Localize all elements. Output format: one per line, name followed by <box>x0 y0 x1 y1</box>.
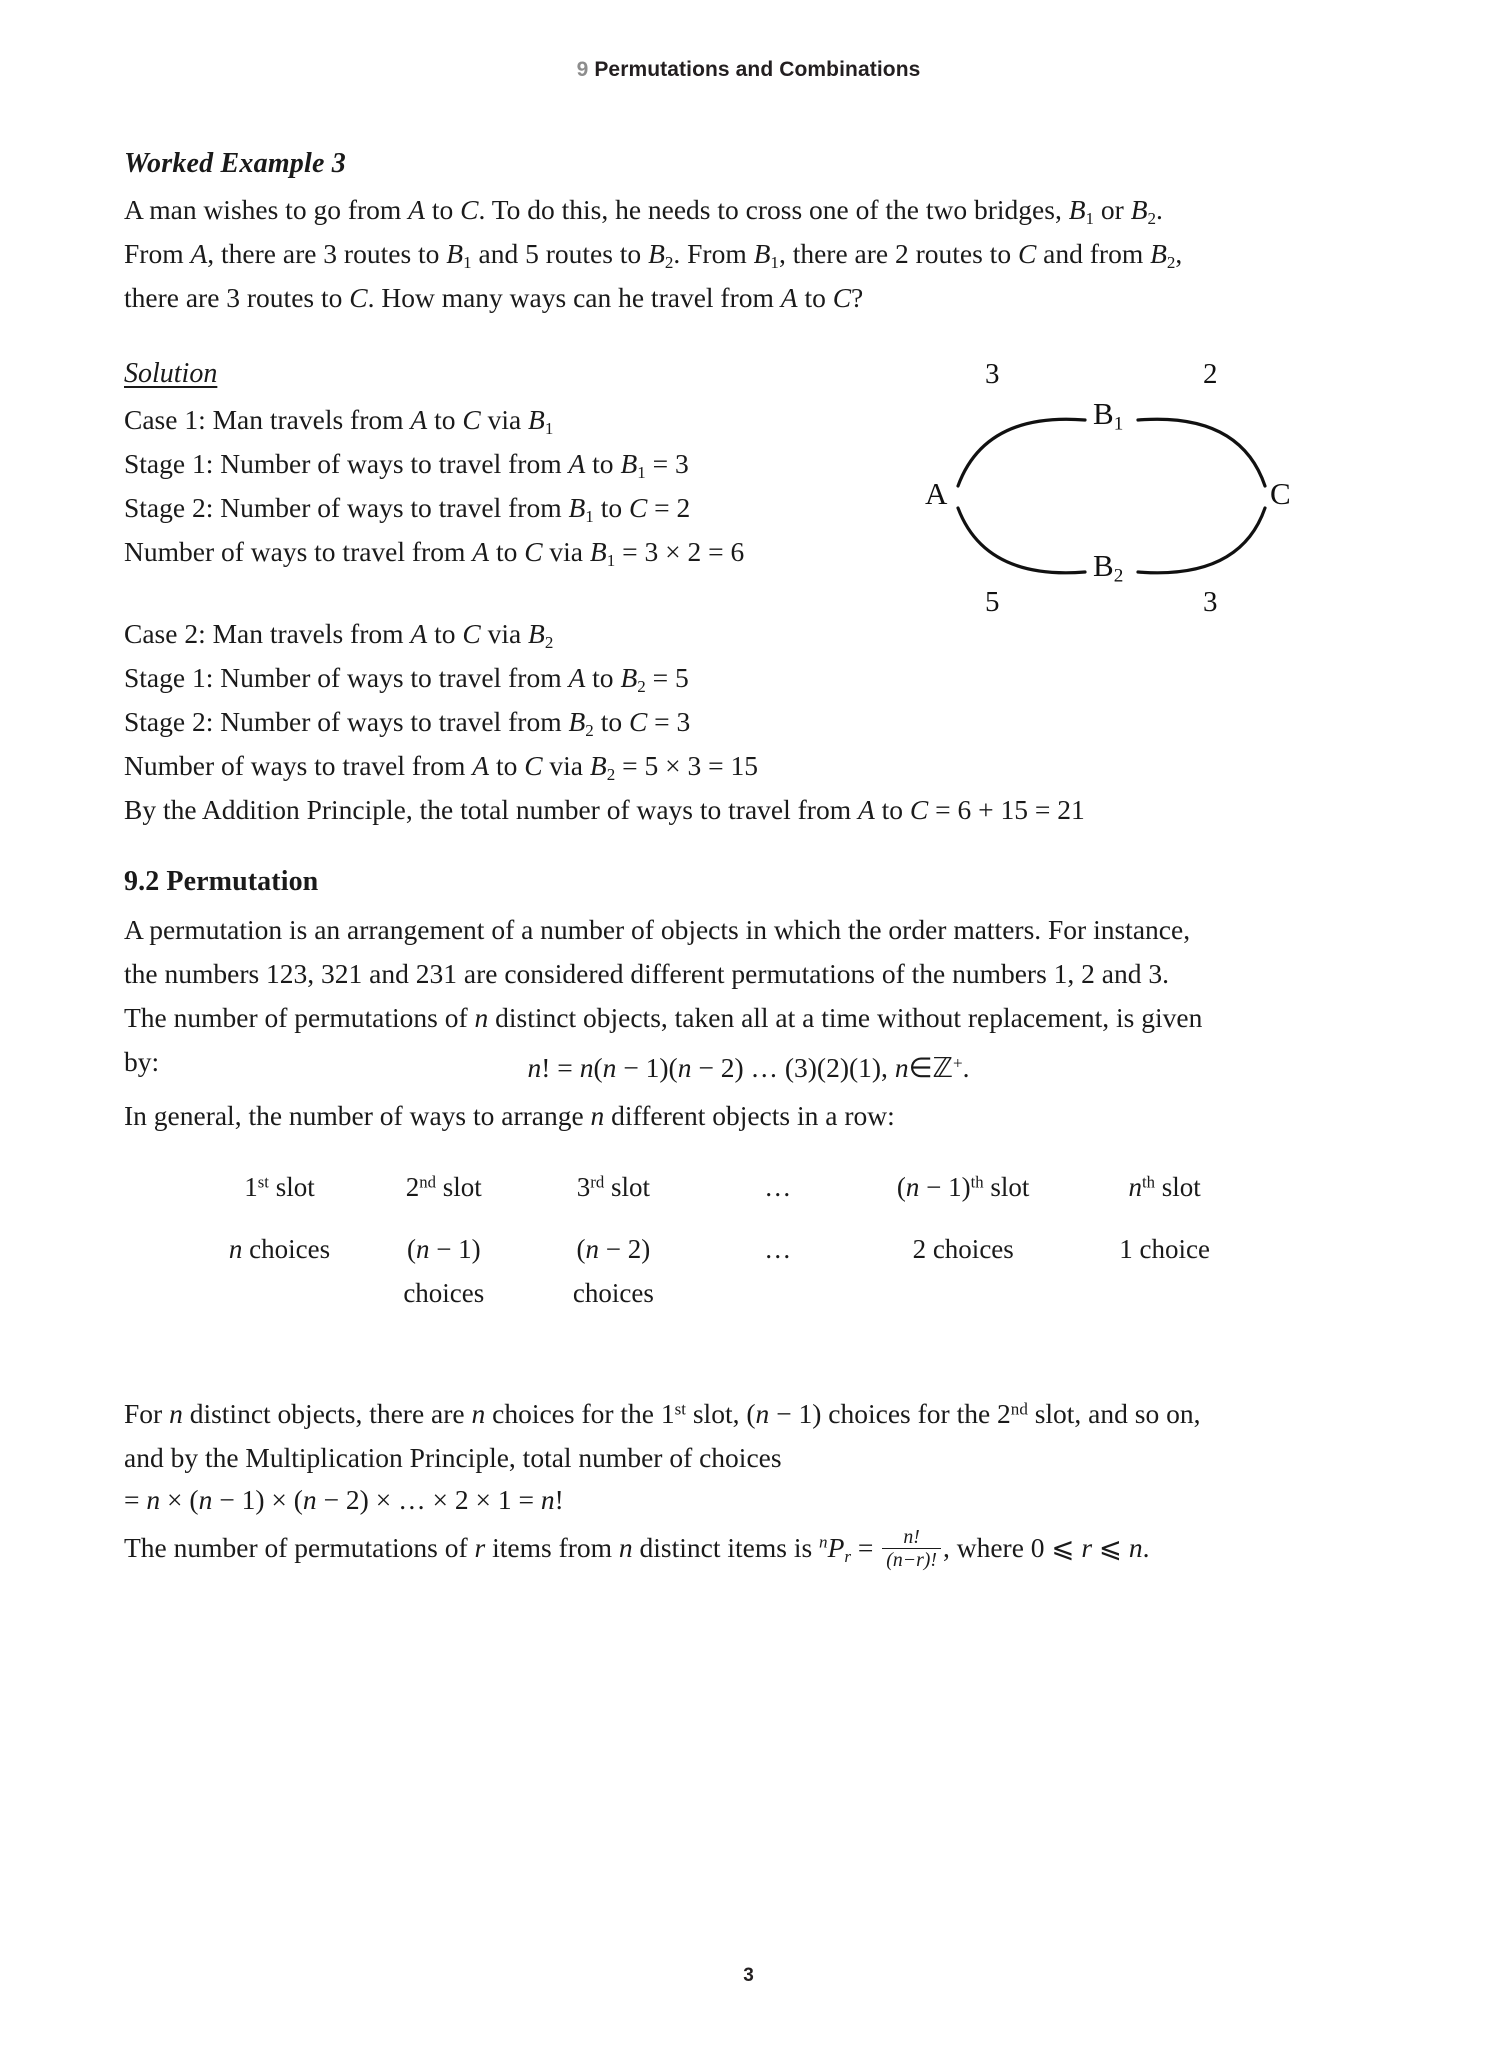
route-network-diagram <box>925 358 1295 620</box>
perm-intro-line-1: A permutation is an arrangement of a number of objects in which the order matters. For instance, <box>124 914 1191 945</box>
slot-cell-n-minus-1: $(n - 1)^{th}$ slot <box>896 1172 1030 1202</box>
slot-cell-1: 1st slot <box>244 1172 315 1202</box>
solution-case1-line-1: Case 1: Man travels from A to C via $B_1$ <box>124 404 554 438</box>
choices2-cell-2: choices <box>403 1278 485 1308</box>
diagram-edge-label-b1-c: 2 <box>1203 358 1218 390</box>
diagram-edge-label-a-b1: 3 <box>985 358 1000 390</box>
slot-cell-3: 3rd slot <box>576 1172 650 1202</box>
perm-intro-line-3: The number of permutations of n distinct objects, taken all at a time without replacement, is given <box>124 1002 1203 1033</box>
choices2-cell-4 <box>698 1278 857 1322</box>
slot-cell-n: $n^{th}$ slot <box>1128 1172 1201 1202</box>
choices2-cell-6 <box>1069 1278 1260 1322</box>
section-heading-9-2: 9.2 Permutation <box>124 866 319 897</box>
solution-case1-line-4: Number of ways to travel from A to C via $B_1 = 3 \times 2 = 6$ <box>124 536 745 570</box>
fraction-numerator: n! <box>903 1526 920 1548</box>
slot-choices-table <box>200 1172 1260 1322</box>
choices2-cell-1 <box>200 1278 359 1322</box>
table-row-slots <box>200 1172 1260 1234</box>
solution-case2-line-3: Stage 2: Number of ways to travel from $B_2$ to C = 3 <box>124 706 691 740</box>
solution-case2-line-1: Case 2: Man travels from A to C via $B_2$ <box>124 618 554 652</box>
page-number: 3 <box>743 1965 754 1986</box>
table-row-choices-cont <box>200 1278 1260 1322</box>
diagram-node-b2: $B_2$ <box>1093 548 1124 587</box>
slot-cell-ellipsis: … <box>764 1172 792 1202</box>
choices-cell-ellipsis: … <box>764 1234 792 1264</box>
closing-line-2: and by the Multiplication Principle, total number of choices <box>124 1442 782 1473</box>
slot-table-grid <box>200 1172 1260 1322</box>
solution-heading: Solution <box>124 358 218 389</box>
solution-case1-line-3: Stage 2: Number of ways to travel from $B_1$ to C = 2 <box>124 492 691 526</box>
in-general-line: In general, the number of ways to arrange n different objects in a row: <box>124 1100 895 1131</box>
choices-cell-5: 2 choices <box>912 1234 1014 1264</box>
header-chapter-title: Permutations and Combinations <box>594 58 921 81</box>
running-header <box>0 58 1497 82</box>
problem-line-1: A man wishes to go from A to C. To do this, he needs to cross one of the two bridges, $B_1$ or $B_2$. <box>124 194 1163 228</box>
solution-addition-principle-line: By the Addition Principle, the total number of ways to travel from A to C = 6 + 15 = 21 <box>124 794 1085 825</box>
solution-case1-line-2: Stage 1: Number of ways to travel from A to $B_1 = 3$ <box>124 448 689 482</box>
table-row-choices <box>200 1234 1260 1278</box>
choices-cell-3: (n − 2) <box>576 1234 651 1264</box>
choices-cell-6: 1 choice <box>1119 1234 1210 1264</box>
worked-example-heading: Worked Example 3 <box>124 148 347 179</box>
slot-cell-2: 2nd slot <box>405 1172 482 1202</box>
fraction-denominator: (n−r)! <box>882 1548 941 1571</box>
closing-paragraph <box>124 1392 1404 1480</box>
npr-symbol: $^nP_r$ <box>819 1531 852 1566</box>
choices-cell-1: n choices <box>228 1234 331 1264</box>
choices-cell-2: (n − 1) <box>406 1234 481 1264</box>
npr-fraction <box>882 1526 941 1571</box>
multiplication-equation: = n × (n − 1) × (n − 2) × … × 2 × 1 = n! <box>124 1484 564 1515</box>
problem-line-2: From A, there are 3 routes to $B_1$ and 5 routes to $B_2$. From $B_1$, there are 2 routes to C and from $B_2$, <box>124 238 1183 272</box>
npr-definition-line: The number of permutations of r items from n distinct items is $^nP_r$ = $\frac{n!}{(n-r)!}$ , where 0 ⩽ r ⩽ n. <box>124 1526 1150 1572</box>
problem-line-3: there are 3 routes to C. How many ways can he travel from A to C? <box>124 282 864 313</box>
diagram-node-a: A <box>925 476 948 511</box>
diagram-node-c: C <box>1270 476 1291 511</box>
diagram-edge-label-b2-c: 3 <box>1203 586 1218 618</box>
diagram-node-b1: $B_1$ <box>1093 396 1124 435</box>
solution-case2-line-2: Stage 1: Number of ways to travel from A to $B_2 = 5$ <box>124 662 689 696</box>
closing-line-1: For n distinct objects, there are n choices for the 1st slot, (n − 1) choices for the 2nd slot, and so on, <box>124 1398 1201 1429</box>
perm-intro-line-2: the numbers 123, 321 and 231 are considered different permutations of the numbers 1, 2 and 3. <box>124 958 1169 989</box>
perm-intro-line-4: by: <box>124 1046 160 1077</box>
header-chapter-number: 9 <box>576 58 589 81</box>
solution-case2-line-4: Number of ways to travel from A to C via $B_2 = 5 \times 3 = 15$ <box>124 750 759 784</box>
worked-example-body <box>124 188 1389 320</box>
diagram-edge-label-a-b2: 5 <box>985 586 1000 618</box>
choices2-cell-3: choices <box>572 1278 654 1308</box>
factorial-formula: n! = n(n − 1)(n − 2) … (3)(2)(1), n∈ℤ+. <box>527 1052 970 1083</box>
choices2-cell-5 <box>857 1278 1069 1322</box>
